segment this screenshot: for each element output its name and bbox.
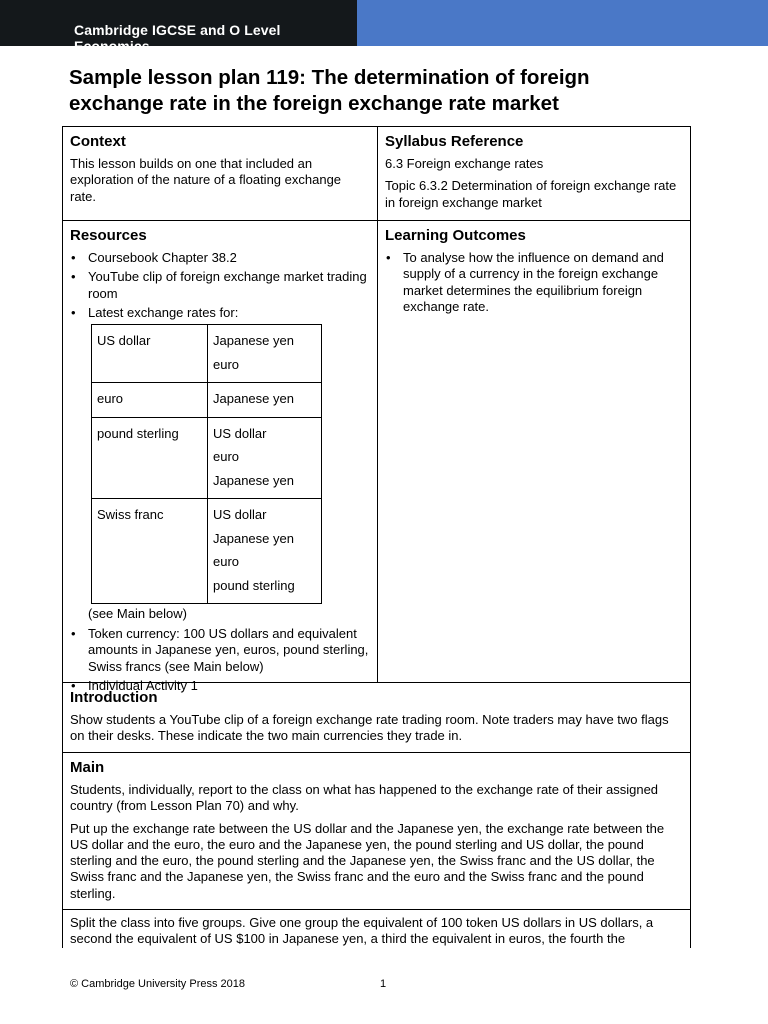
banner-dark-block: [0, 0, 357, 54]
rate-against: [208, 417, 322, 499]
rate-against: [208, 499, 322, 604]
rate-pair: euro: [213, 356, 240, 372]
rate-pair: Japanese yen: [213, 391, 294, 407]
table-row: [92, 383, 322, 418]
main-cell: [63, 753, 690, 909]
rate-pair: Japanese yen: [213, 472, 294, 488]
main-heading: Main: [70, 759, 105, 776]
context-heading: Context: [70, 133, 126, 150]
main-paragraph-1: Students, individually, report to the class on what has happened to the exchange rate of their assigned country (from Lesson Plan 70) and why.: [70, 782, 659, 814]
rate-against: [208, 325, 322, 383]
table-row: [92, 499, 322, 604]
resources-list: [70, 250, 370, 321]
rate-pair: euro: [213, 449, 240, 465]
context-text: This lesson builds on one that included an exploration of the nature of a floating exchange rate.: [70, 156, 342, 204]
page-title: Sample lesson plan 119: The determination of foreign exchange rate in the foreign exchange rate market: [69, 66, 590, 115]
banner-title: Cambridge IGCSE and O Level Economics: [74, 22, 281, 54]
list-item: • Individual Activity 1: [70, 678, 370, 694]
rate-pair: pound sterling: [213, 577, 295, 593]
banner-blue-block: [357, 0, 768, 46]
rate-pair: Japanese yen: [213, 333, 294, 349]
rate-currency: euro: [92, 383, 208, 418]
syllabus-line-1: 6.3 Foreign exchange rates: [385, 156, 544, 171]
outcomes-cell: [378, 221, 690, 682]
list-item: • To analyse how the influence on demand and supply of a currency in the foreign exchange market determines the equilibrium foreign exchange rate.: [385, 250, 683, 315]
list-item: • Coursebook Chapter 38.2: [70, 250, 370, 266]
rate-pair: euro: [213, 554, 240, 570]
main-paragraph-3: Split the class into five groups. Give one group the equivalent of 100 token US dollars in US dollars, a second the equivalent of US $100 in Japanese yen, a third the equivalent in euros, the fourth the: [70, 915, 654, 947]
introduction-cell: [63, 683, 690, 752]
header-banner: [0, 0, 768, 54]
outcomes-list: [385, 250, 683, 315]
list-item: • YouTube clip of foreign exchange market trading room: [70, 269, 370, 302]
main-paragraph-2: Put up the exchange rate between the US dollar and the Japanese yen, the exchange rate between the US dollar and the euro, the euro and the Japanese yen, the pound sterling and US dollar, the pound sterling and the euro, the pound sterling and the Japanese yen, the Swiss franc and the US dollar, the Swiss franc and the Japanese yen, the Swiss franc and the euro and the Swiss franc and the pound sterling.: [70, 820, 665, 901]
resources-heading: Resources: [70, 227, 147, 244]
syllabus-heading: Syllabus Reference: [385, 133, 524, 150]
rate-currency: US dollar: [92, 325, 208, 383]
syllabus-line-2: Topic 6.3.2 Determination of foreign exchange rate in foreign exchange market: [385, 178, 677, 210]
outcomes-heading: Learning Outcomes: [385, 227, 526, 244]
rate-against: [208, 383, 322, 418]
rate-pair: US dollar: [213, 507, 267, 523]
rate-pair: US dollar: [213, 425, 267, 441]
table-row: [92, 325, 322, 383]
main-continued-cell: [63, 910, 690, 949]
introduction-text: Show students a YouTube clip of a foreign exchange rate trading room. Note traders may have two flags on their desks. These indicate the two main currencies they trade in.: [70, 712, 669, 744]
lesson-plan-table: [62, 126, 691, 948]
exchange-rates-table: [91, 324, 322, 604]
rate-currency: pound sterling: [92, 417, 208, 499]
resources-cell: [63, 221, 377, 694]
footer-copyright: © Cambridge University Press 2018: [70, 978, 246, 990]
rate-pair: Japanese yen: [213, 530, 294, 546]
rate-currency: Swiss franc: [92, 499, 208, 604]
footer-page-number: 1: [380, 978, 387, 990]
introduction-heading: Introduction: [70, 689, 158, 706]
table-row: [92, 417, 322, 499]
rates-note: (see Main below): [88, 606, 187, 622]
list-item: • Latest exchange rates for:: [70, 305, 370, 321]
list-item: • Token currency: 100 US dollars and equivalent amounts in Japanese yen, euros, pound sterling, Swiss francs (see Main below): [70, 626, 370, 675]
context-cell: [63, 127, 377, 220]
syllabus-cell: [378, 127, 690, 220]
